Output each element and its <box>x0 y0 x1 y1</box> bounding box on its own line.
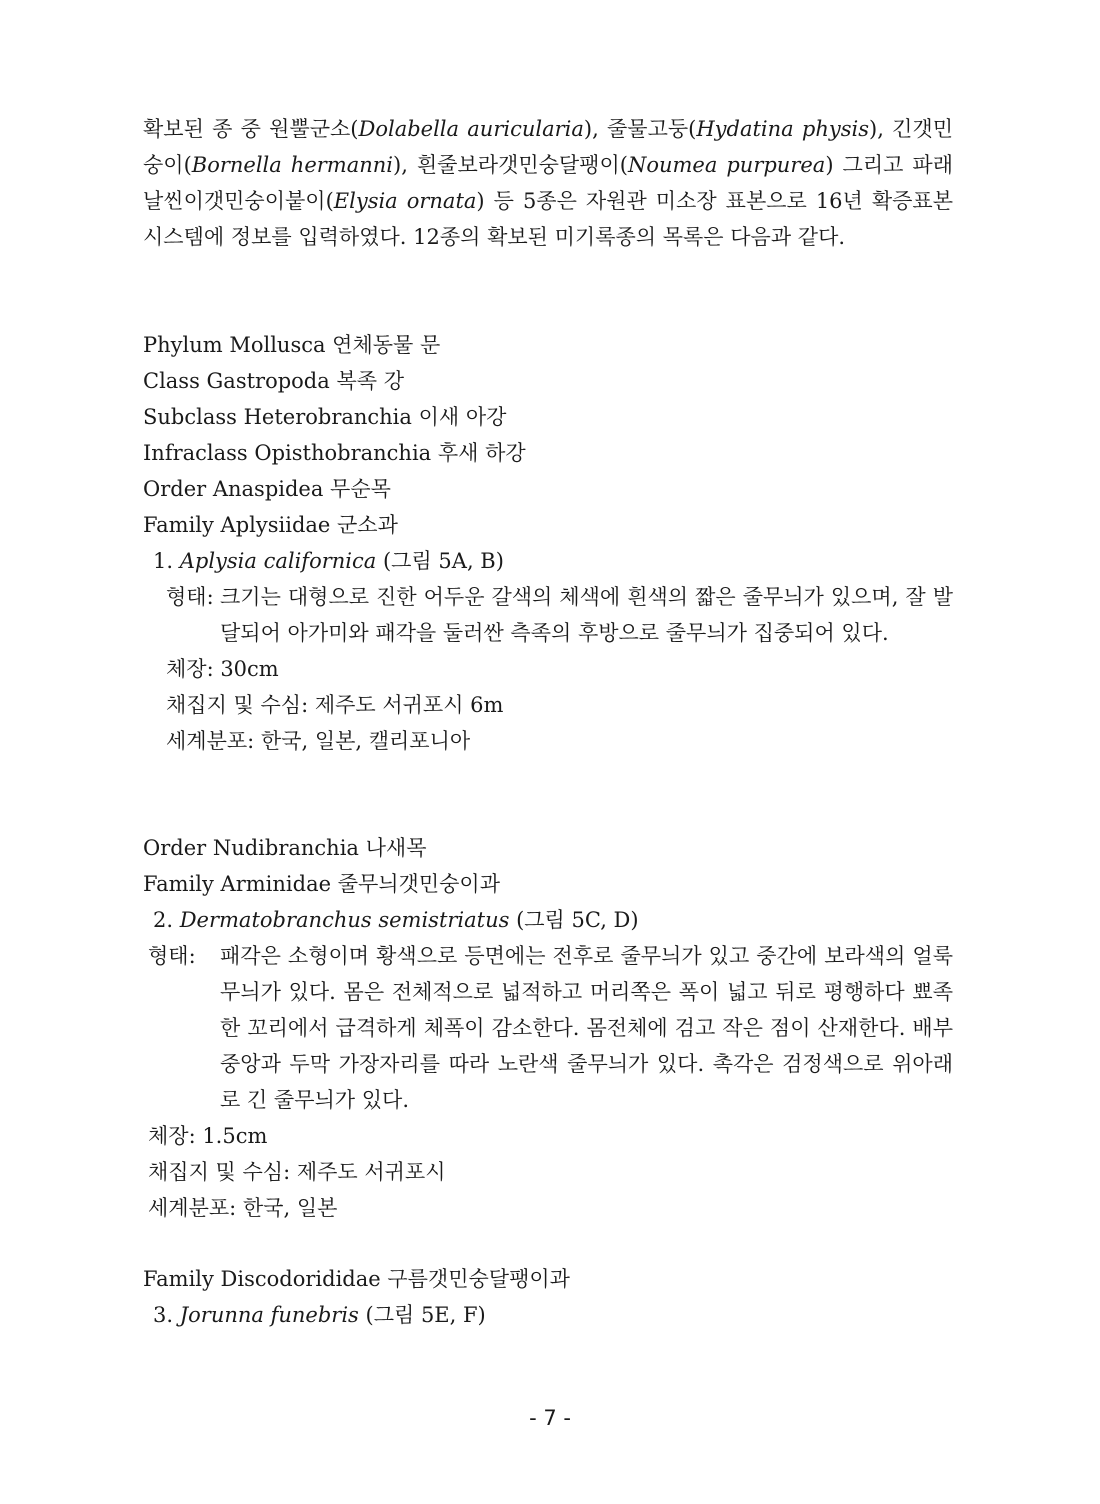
order-line: Order Nudibranchia 나새목 <box>143 836 427 860</box>
species-name: Elysia ornata <box>333 189 477 213</box>
collection-locality: 채집지 및 수심: 제주도 서귀포시 6m <box>166 693 504 717</box>
family-line: Family Arminidae 줄무늬갯민숭이과 <box>143 872 500 896</box>
species-description <box>143 579 953 651</box>
family-line: Family Discodorididae 구름갯민숭달팽이과 <box>143 1267 570 1291</box>
taxonomy-block-1 <box>143 327 953 759</box>
intro-text: ), 줄물고둥( <box>583 117 697 141</box>
description-text: 크기는 대형으로 진한 어두운 갈색의 체색에 흰색의 짧은 줄무늬가 있으며, 잘 발달되어 아가미와 패각을 둘러싼 측족의 후방으로 줄무늬가 집중되어 있다. <box>220 585 953 645</box>
intro-text: ) 그리고 파래날씬이갯민숭이붙이( <box>143 153 953 213</box>
subclass-line: Subclass Heterobranchia 이새 아강 <box>143 405 507 429</box>
infraclass-line: Infraclass Opisthobranchia 후새 하강 <box>143 441 526 465</box>
species-name: Aplysia californica <box>179 549 377 573</box>
description-text: 패각은 소형이며 황색으로 등면에는 전후로 줄무늬가 있고 중간에 보라색의 얼룩무늬가 있다. 몸은 전체적으로 넓적하고 머리쪽은 폭이 넓고 뒤로 평행하다 뾰족한 꼬리에서 급격하게 체폭이 감소한다. 몸전체에 검고 작은 점이 산재한다. 배부 중앙과 두막 가장자리를 따라 노란색 줄무늬가 있다. 촉각은 검정색으로 위아래로 긴 줄무늬가 있다. <box>220 944 953 1112</box>
taxonomy-block-3 <box>143 1261 953 1333</box>
intro-text: ), 긴갯민숭이( <box>143 117 953 177</box>
intro-text: ), 흰줄보라갯민숭달팽이( <box>393 153 628 177</box>
class-line: Class Gastropoda 복족 강 <box>143 369 404 393</box>
phylum-line: Phylum Mollusca 연체동물 문 <box>143 333 441 357</box>
species-name: Dermatobranchus semistriatus <box>179 908 510 932</box>
body-length: 체장: 1.5cm <box>148 1124 268 1148</box>
page-number: - 7 - <box>529 1406 571 1430</box>
body-length: 체장: 30cm <box>166 657 279 681</box>
species-name: Jorunna funebris <box>179 1303 359 1327</box>
species-description <box>143 938 953 1118</box>
collection-locality: 채집지 및 수심: 제주도 서귀포시 <box>148 1160 446 1184</box>
intro-text: 확보된 종 중 원뿔군소( <box>143 117 359 141</box>
world-distribution: 세계분포: 한국, 일본, 캘리포니아 <box>166 729 471 753</box>
intro-paragraph <box>143 111 953 255</box>
species-name: Noumea purpurea <box>627 153 826 177</box>
species-name: Bornella hermanni <box>191 153 393 177</box>
family-line: Family Aplysiidae 군소과 <box>143 513 398 537</box>
intro-text: ) 등 5종은 자원관 미소장 표본으로 16년 확증표본 시스템에 정보를 입력하였다. 12종의 확보된 미기록종의 목록은 다음과 같다. <box>143 189 953 249</box>
species-name: Dolabella auricularia <box>358 117 584 141</box>
species-heading: 3. Jorunna funebris (그림 5E, F) <box>153 1303 486 1327</box>
description-label: 형태: <box>166 585 214 609</box>
figure-ref: (그림 5E, F) <box>358 1303 486 1327</box>
figure-ref: (그림 5A, B) <box>376 549 504 573</box>
world-distribution: 세계분포: 한국, 일본 <box>148 1196 338 1220</box>
species-name: Hydatina physis <box>696 117 870 141</box>
taxonomy-block-2 <box>143 830 953 1226</box>
description-label: 형태: <box>148 944 196 968</box>
species-heading: 2. Dermatobranchus semistriatus (그림 5C, D) <box>153 908 639 932</box>
figure-ref: (그림 5C, D) <box>509 908 639 932</box>
species-heading: 1. Aplysia californica (그림 5A, B) <box>153 549 504 573</box>
order-line: Order Anaspidea 무순목 <box>143 477 391 501</box>
